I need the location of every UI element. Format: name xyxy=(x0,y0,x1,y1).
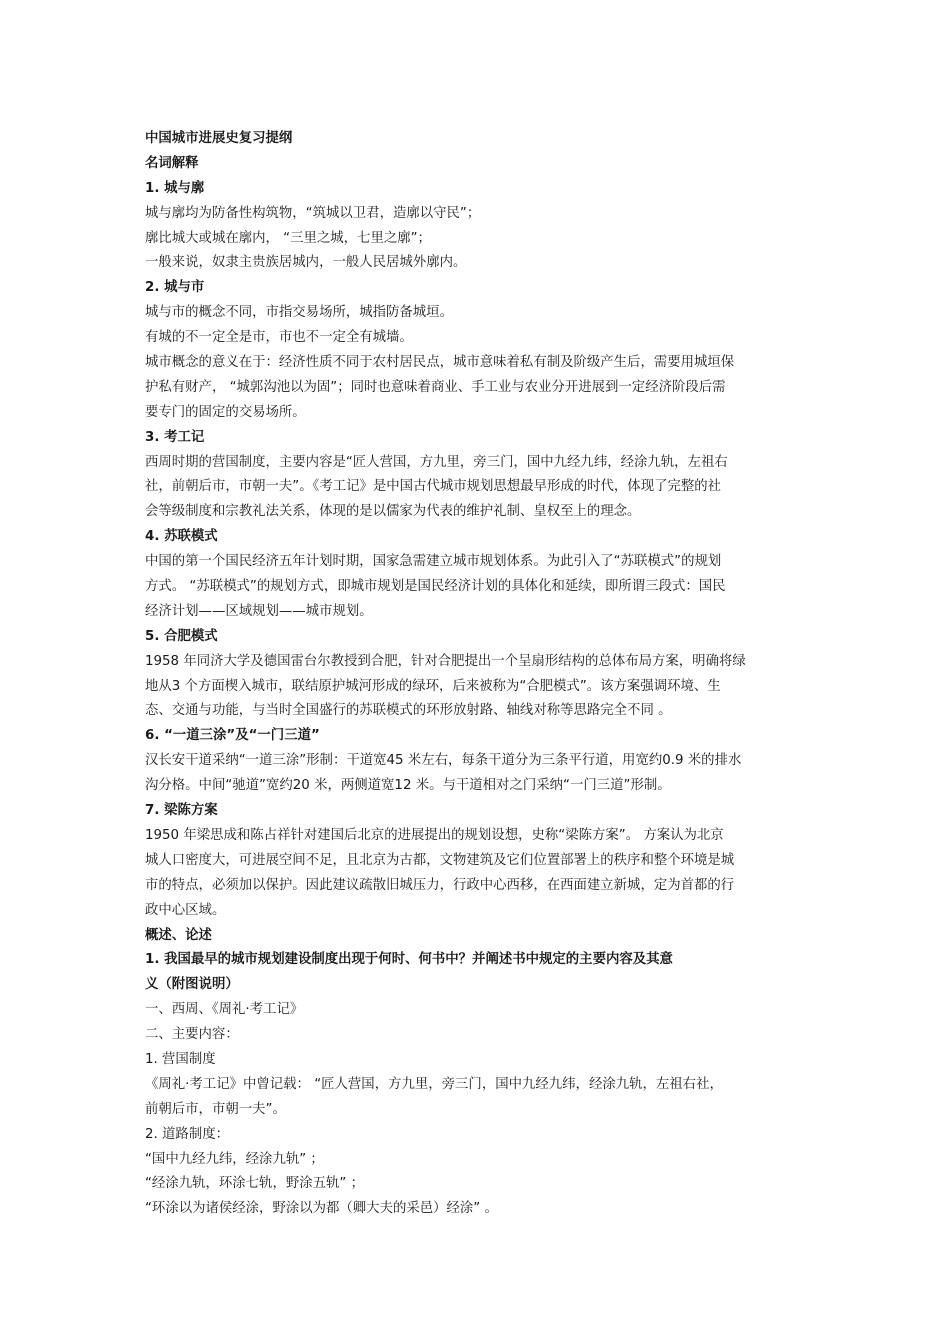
text-line: 沟分格。中间“驰道”宽约20 米，两侧道宽12 米。与干道相对之门采纳“一门三道”形制。 xyxy=(145,778,671,794)
text-line: 廓比城大或城在廓内， “三里之城，七里之廓”； xyxy=(145,230,431,246)
text-line: 城人口密度大，可进展空间不足，且北京为古都，文物建筑及它们位置部署上的秩序和整个环境是城 xyxy=(145,852,735,868)
heading-line: 概述、论述 xyxy=(145,927,212,943)
heading-line: 4. 苏联模式 xyxy=(145,529,218,545)
text-line: 《周礼·考工记》中曾记载： “匠人营国，方九里，旁三门，国中九经九纬，经涂九轨，左祖右社， xyxy=(145,1076,723,1092)
text-line: 方式。 “苏联模式”的规划方式，即城市规划是国民经济计划的具体化和延续，即所谓三段式：国民 xyxy=(145,579,726,595)
heading-line: 3. 考工记 xyxy=(145,429,205,445)
text-line: 1950 年梁思成和陈占祥针对建国后北京的进展提出的规划设想，史称“梁陈方案”。 方案认为北京 xyxy=(145,827,724,843)
text-line: 2. 道路制度： xyxy=(145,1126,229,1142)
text-line: 经济计划——区域规划——城市规划。 xyxy=(145,603,373,619)
text-line: 二、主要内容： xyxy=(145,1027,239,1043)
heading-line: 6. “一道三涂”及“一门三道” xyxy=(145,728,320,744)
text-line: 城市概念的意义在于：经济性质不同于农村居民点，城市意味着私有制及阶级产生后，需要用城垣保 xyxy=(145,355,735,371)
text-line: 有城的不一定全是市，市也不一定全有城墙。 xyxy=(145,330,413,346)
text-line: 一、西周、《周礼·考工记》 xyxy=(145,1002,304,1018)
text-line: 态、交通与功能，与当时全国盛行的苏联模式的环形放射路、轴线对称等思路完全不同 。 xyxy=(145,703,672,719)
heading-line: 7. 梁陈方案 xyxy=(145,803,218,819)
heading-line: 义（附图说明） xyxy=(145,977,239,993)
heading-line: 2. 城与市 xyxy=(145,280,205,296)
text-line: 市的特点，必须加以保护。因此建议疏散旧城压力，行政中心西移，在西面建立新城，定为首都的行 xyxy=(145,877,735,893)
text-line: 地从3 个方面楔入城市，联结原护城河形成的绿环，后来被称为“合肥模式”。该方案强调环境、生 xyxy=(145,678,721,694)
text-line: 会等级制度和宗教礼法关系，体现的是以儒家为代表的维护礼制、皇权至上的理念。 xyxy=(145,504,641,520)
heading-line: 名词解释 xyxy=(145,155,199,171)
text-line: “环涂以为诸侯经涂，野涂以为都（卿大夫的采邑）经涂” 。 xyxy=(145,1201,498,1217)
text-line: 城与廓均为防备性构筑物，“筑城以卫君，造廓以守民”； xyxy=(145,205,481,221)
text-line: 前朝后市，市朝一夫”。 xyxy=(145,1101,286,1117)
heading-line: 1. 城与廓 xyxy=(145,180,205,196)
heading-line: 中国城市进展史复习提纲 xyxy=(145,131,293,146)
text-line: 城与市的概念不同，市指交易场所，城指防备城垣。 xyxy=(145,305,453,321)
text-line: 政中心区域。 xyxy=(145,902,226,918)
text-line: 一般来说，奴隶主贵族居城内，一般人民居城外廓内。 xyxy=(145,255,467,271)
heading-line: 1. 我国最早的城市规划建设制度出现于何时、何书中？并阐述书中规定的主要内容及其意 xyxy=(145,952,673,968)
text-line: “经涂九轨，环涂七轨，野涂五轨” ； xyxy=(145,1176,364,1192)
text-line: 1958 年同济大学及德国雷台尔教授到合肥，针对合肥提出一个呈扇形结构的总体布局方案，明确将绿 xyxy=(145,653,746,669)
text-line: 中国的第一个国民经济五年计划时期，国家急需建立城市规划体系。为此引入了“苏联模式”的规划 xyxy=(145,554,722,570)
text-line: 1. 营国制度 xyxy=(145,1051,216,1067)
text-line: “国中九经九纬，经涂九轨” ； xyxy=(145,1151,324,1167)
document-page xyxy=(145,127,805,1222)
text-line: 汉长安干道采纳“一道三涂”形制：干道宽45 米左右，每条干道分为三条平行道，用宽约0.9 米的排水 xyxy=(145,753,742,769)
text-line: 社，前朝后市，市朝一夫”。《考工记》是中国古代城市规划思想最早形成的时代，体现了完整的社 xyxy=(145,479,722,495)
text-line: 要专门的固定的交易场所。 xyxy=(145,404,306,420)
text-line: 西周时期的营国制度，主要内容是“匠人营国，方九里，旁三门，国中九经九纬，经涂九轨，左祖右 xyxy=(145,454,728,470)
heading-line: 5. 合肥模式 xyxy=(145,628,218,644)
text-line: 护私有财产， “城郭沟池以为固”；同时也意味着商业、手工业与农业分开进展到一定经济阶段后需 xyxy=(145,379,726,395)
